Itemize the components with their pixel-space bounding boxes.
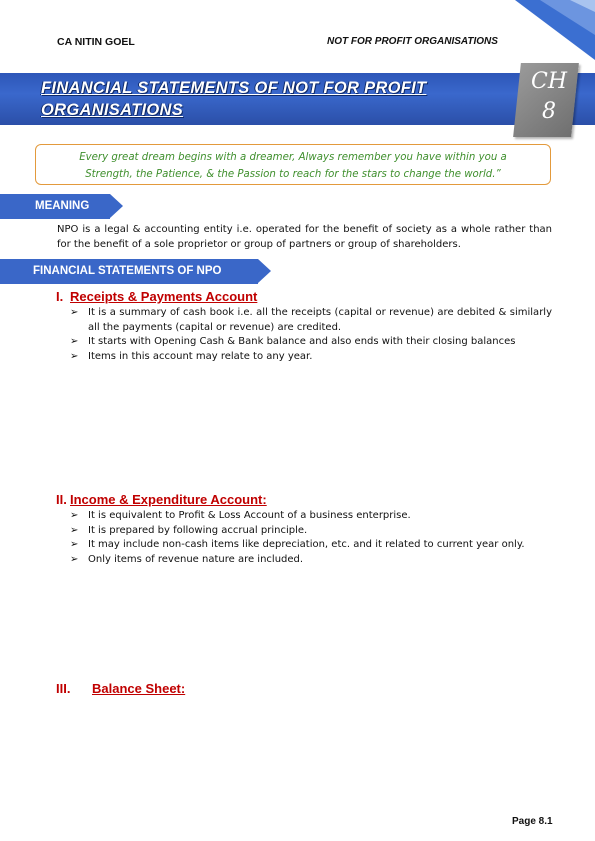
bullet-text: Only items of revenue nature are included. <box>88 553 304 565</box>
section-2-bullets <box>70 509 552 567</box>
arrow-bullet-icon: ➢ <box>70 336 79 347</box>
list-item <box>70 335 552 350</box>
meaning-heading: MEANING <box>35 200 90 212</box>
meaning-banner <box>0 194 110 219</box>
section-3-title: Balance Sheet: <box>92 681 186 696</box>
list-item <box>70 524 552 539</box>
chapter-number: 8 <box>542 99 556 124</box>
section-2-title: Income & Expenditure Account: <box>70 492 267 507</box>
bullet-text: Items in this account may relate to any year. <box>88 350 313 362</box>
chapter-prefix: CH <box>530 69 568 94</box>
section-1-number: I. <box>56 289 64 304</box>
bullet-text: It is a summary of cash book i.e. all the receipts (capital or revenue) are debited & similarly all the payments (capital or revenue) are credited. <box>88 307 552 333</box>
page-title-line1: FINANCIAL STATEMENTS OF NOT FOR PROFIT <box>41 79 427 97</box>
bullet-text: It starts with Opening Cash & Bank balance and also ends with their closing balances <box>88 336 516 347</box>
page-title <box>41 77 511 121</box>
header-subject: NOT FOR PROFIT ORGANISATIONS <box>327 36 498 47</box>
bullet-text: It may include non-cash items like depreciation, etc. and it related to current year only. <box>88 539 525 550</box>
section-1-bullets <box>70 306 552 364</box>
chapter-label <box>527 67 571 127</box>
arrow-bullet-icon: ➢ <box>70 539 79 550</box>
list-item <box>70 350 552 365</box>
page-title-line2: ORGANISATIONS <box>41 101 184 119</box>
arrow-bullet-icon: ➢ <box>70 307 79 318</box>
list-item <box>70 538 552 553</box>
meaning-text: NPO is a legal & accounting entity i.e. operated for the benefit of society as a whole rather than for the benefit of a sole proprietor or group of partners or group of shareholders. <box>57 224 552 250</box>
section-2-number: II. <box>56 492 67 507</box>
quote-text <box>40 150 546 183</box>
list-item <box>70 553 552 568</box>
fs-banner <box>0 259 258 284</box>
page-number: Page 8.1 <box>512 816 553 827</box>
bullet-text: It is equivalent to Profit & Loss Account of a business enterprise. <box>88 510 411 521</box>
header-author: CA NITIN GOEL <box>57 36 135 48</box>
corner-decoration <box>515 0 595 60</box>
quote-line1: Every great dream begins with a dreamer, Always remember you have within you a <box>79 152 507 163</box>
section-3-number: III. <box>56 681 71 696</box>
list-item <box>70 509 552 524</box>
quote-line2: Strength, the Patience, & the Passion to reach for the stars to change the world.” <box>85 168 501 180</box>
bullet-text: It is prepared by following accrual principle. <box>88 524 308 536</box>
list-item <box>70 306 552 335</box>
section-1-title: Receipts & Payments Account <box>70 289 258 304</box>
arrow-bullet-icon: ➢ <box>70 553 79 565</box>
arrow-bullet-icon: ➢ <box>70 350 79 362</box>
fs-heading: FINANCIAL STATEMENTS OF NPO <box>33 265 222 277</box>
arrow-bullet-icon: ➢ <box>70 524 79 536</box>
arrow-bullet-icon: ➢ <box>70 510 79 521</box>
